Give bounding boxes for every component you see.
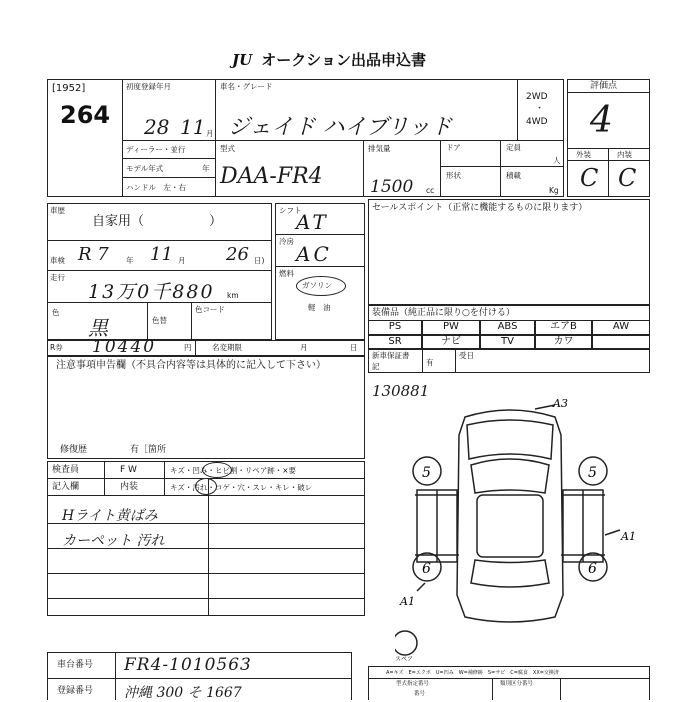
form-title: オークション出品申込書 [261, 51, 426, 69]
equipment-item: エアB [535, 320, 592, 335]
equipment-label: 装備品（純正品に限り○を付ける） [372, 308, 515, 318]
mileage-label: 走行 [50, 273, 65, 282]
first-reg-month: 11 [180, 115, 206, 139]
recycle-label: R券 [50, 343, 63, 352]
shaken-day: 26 [226, 244, 249, 265]
car-name-label: 車名・グレード [220, 82, 273, 91]
recycle-unit: 円 [184, 343, 192, 352]
load-unit: Kg [549, 186, 559, 195]
car-type: DAA-FR4 [220, 164, 323, 189]
first-reg-month-unit: 月 [206, 129, 214, 138]
usage-value: 自家用（ ） [92, 214, 223, 229]
meter-label: 名変期限 [212, 343, 242, 352]
legend-number-label: 番号 [414, 691, 426, 697]
interior-items: キズ・汚れ・コゲ・穴・スレ・キレ・破レ [170, 483, 313, 492]
mileage-unit: km [227, 291, 239, 300]
registration-number-label: 登録番号 [57, 686, 94, 696]
shaken-month: 11 [150, 244, 173, 265]
recycle-amount: 10440 [92, 337, 157, 357]
shaken-month-unit: 月 [178, 256, 186, 265]
interior-label: 内装 [617, 150, 632, 159]
displacement-unit: cc [426, 186, 435, 195]
equipment-item [592, 335, 650, 350]
displacement-value: 1500 [370, 177, 414, 197]
windshield [471, 459, 549, 493]
shaken-year-unit: 年 [126, 256, 134, 265]
shape-label: 形状 [446, 171, 461, 180]
chassis-number: FR4-1010563 [124, 655, 252, 675]
rear-window [471, 560, 549, 587]
shift-label: シフト [279, 206, 302, 215]
exterior-grade: C [580, 164, 599, 192]
equipment-item: PS [368, 320, 422, 335]
model-year-label: モデル年式 [126, 164, 164, 173]
interior-row-label: 内装 [120, 482, 139, 492]
lot-box [47, 79, 123, 197]
mark-a1-right: A1 [621, 530, 636, 543]
fw-label: F W [120, 465, 137, 475]
car-type-label: 型式 [220, 144, 235, 153]
interior-grade: C [618, 164, 637, 192]
dealer-label: ディーラー・並行 [126, 145, 186, 154]
meter-day: 日 [350, 343, 358, 352]
first-reg-label: 初度登録年月 [126, 82, 171, 91]
usage-label: 車歴 [50, 206, 65, 215]
capacity-unit: 人 [553, 156, 561, 165]
warranty-record-label: 記 [372, 362, 380, 371]
tire-fr-depth: 5 [588, 465, 597, 481]
car-name: ジェイド ハイブリッド [228, 115, 453, 140]
grade-label: 評価点 [590, 81, 618, 91]
dent-circle [202, 462, 232, 478]
equipment-item: ABS [480, 320, 535, 335]
tire-rl-depth: 6 [422, 561, 431, 577]
inspector-label2: 記入欄 [52, 482, 80, 492]
hood [467, 420, 553, 459]
roof [477, 495, 543, 557]
repaint-label: 色替 [152, 316, 167, 325]
equipment-item: TV [480, 335, 535, 350]
first-reg-year: 28 [144, 115, 170, 139]
door-label: ドア [446, 143, 461, 152]
fuel-label: 燃料 [279, 269, 294, 278]
handle-label: ハンドル 左・右 [126, 183, 186, 192]
displacement-label: 排気量 [368, 144, 391, 153]
shaken-year: R 7 [78, 244, 109, 265]
sales-point-box [368, 199, 650, 305]
model-year-unit: 年 [202, 164, 210, 173]
equipment-item: ナビ [422, 335, 480, 350]
tire-rr-depth: 6 [588, 561, 597, 577]
comment-headlight: Hライト黄ばみ [62, 508, 158, 524]
shaken-label: 車検 [50, 256, 65, 265]
tire-fl-depth: 5 [422, 465, 431, 481]
capacity-label: 定員 [506, 143, 521, 152]
mark-a1-left: A1 [400, 595, 415, 608]
ac-label: 冷房 [279, 237, 294, 246]
spare-tire [395, 631, 417, 655]
load-label: 積載 [506, 171, 521, 180]
warranty-sub: 有 [426, 358, 434, 367]
class-code-label: 類別区分番号 [500, 681, 534, 687]
fuel-diesel: 軽 油 [308, 303, 331, 312]
auction-logo: JU [232, 51, 253, 69]
comment-carpet: カーペット 汚れ [62, 533, 165, 549]
shaken-day-unit: 日) [254, 256, 265, 265]
dirt-circle [195, 478, 217, 495]
color-value: 黒 [88, 316, 108, 340]
registration-number: 沖縄 300 そ 1667 [124, 685, 242, 701]
equipment-item: AW [592, 320, 650, 335]
drive-separator: ・ [535, 104, 545, 114]
notes-label: 注意事項申告欄（不具合内容等は具体的に記入して下さい） [56, 360, 326, 371]
fw-items: キズ・凹み・ヒビ割・リペア跡・×要 [170, 466, 296, 475]
model-spec-number-label: 型式指定番号 [396, 681, 430, 687]
drive-4wd: 4WD [526, 117, 548, 127]
warranty-date-label: 受日 [459, 351, 474, 360]
drive-2wd: 2WD [526, 92, 548, 102]
ac-value: AC [296, 242, 332, 266]
mark-a3: A3 [553, 397, 568, 410]
inspector-label: 検査員 [52, 465, 80, 475]
car-body-outline [457, 410, 563, 622]
lot-ref: [1952] [52, 83, 86, 94]
mileage-value: 13万0千880 [88, 281, 215, 303]
car-damage-diagram [395, 395, 685, 665]
damage-legend: A=キズ E=エクボ U=凹み W=補修跡 S=サビ C=腐食 XX=交換済 [386, 670, 559, 676]
fuel-gasoline: ガソリン [302, 281, 332, 290]
chassis-label: 車台番号 [57, 660, 94, 670]
equipment-item: SR [368, 335, 422, 350]
equipment-item: PW [422, 320, 480, 335]
warranty-label: 新車保証書 [372, 351, 410, 360]
equipment-item: カワ [535, 335, 592, 350]
exterior-label: 外装 [576, 150, 591, 159]
repair-label: 修復歴 [60, 445, 88, 455]
notes-box [47, 356, 365, 459]
meter-month: 月 [300, 343, 308, 352]
grade-score: 4 [590, 100, 613, 141]
color-code-label: 色コード [195, 305, 225, 314]
color-label: 色 [52, 308, 60, 317]
header [232, 49, 426, 70]
lot-number: 264 [60, 101, 111, 129]
warranty-box [368, 349, 650, 373]
repair-value: 有［箇所 [130, 445, 167, 455]
shift-value: AT [296, 210, 329, 234]
sales-point-label: セールスポイント（正常に機能するものに限ります） [372, 203, 588, 213]
spare-label: スペア [395, 656, 414, 663]
handwritten-note: 130881 [372, 382, 430, 400]
